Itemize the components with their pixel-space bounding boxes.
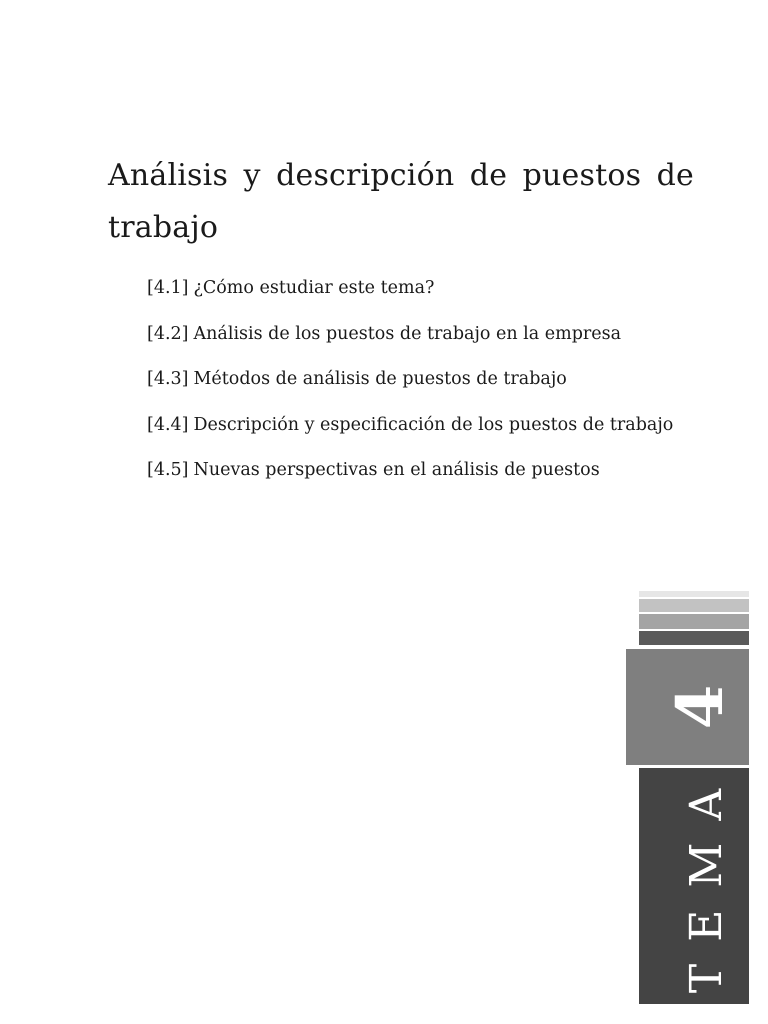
toc-item-number: [4.3] [147,369,189,389]
toc-item [147,454,673,486]
toc-item [147,318,673,350]
decorative-strip [639,631,749,645]
toc-item-title: Descripción y especificación de los puestos de trabajo [193,414,674,435]
tema-label: TEMA [681,768,732,994]
toc-item-title: ¿Cómo estudiar este tema? [193,278,435,298]
decorative-strip [639,599,749,612]
tema-label-box [639,768,749,1004]
toc-item-number: [4.5] [147,460,189,480]
toc-item [147,409,673,441]
page-title: Análisis y descripción de puestos de trabajo [108,158,694,245]
toc-item [147,272,673,304]
toc-item-number: [4.1] [147,278,189,298]
toc-item-title: Métodos de análisis de puestos de trabajo [193,369,567,389]
table-of-contents [147,272,673,500]
toc-item-title: Nuevas perspectivas en el análisis de puestos [193,460,600,480]
chapter-number-box [626,649,749,765]
decorative-strip [639,614,749,629]
toc-item-title: Análisis de los puestos de trabajo en la empresa [193,323,622,344]
toc-item-number: [4.4] [147,414,189,435]
decorative-strip [639,591,749,597]
toc-item-number: [4.2] [147,323,189,344]
toc-item [147,363,673,395]
chapter-number: 4 [663,684,738,730]
